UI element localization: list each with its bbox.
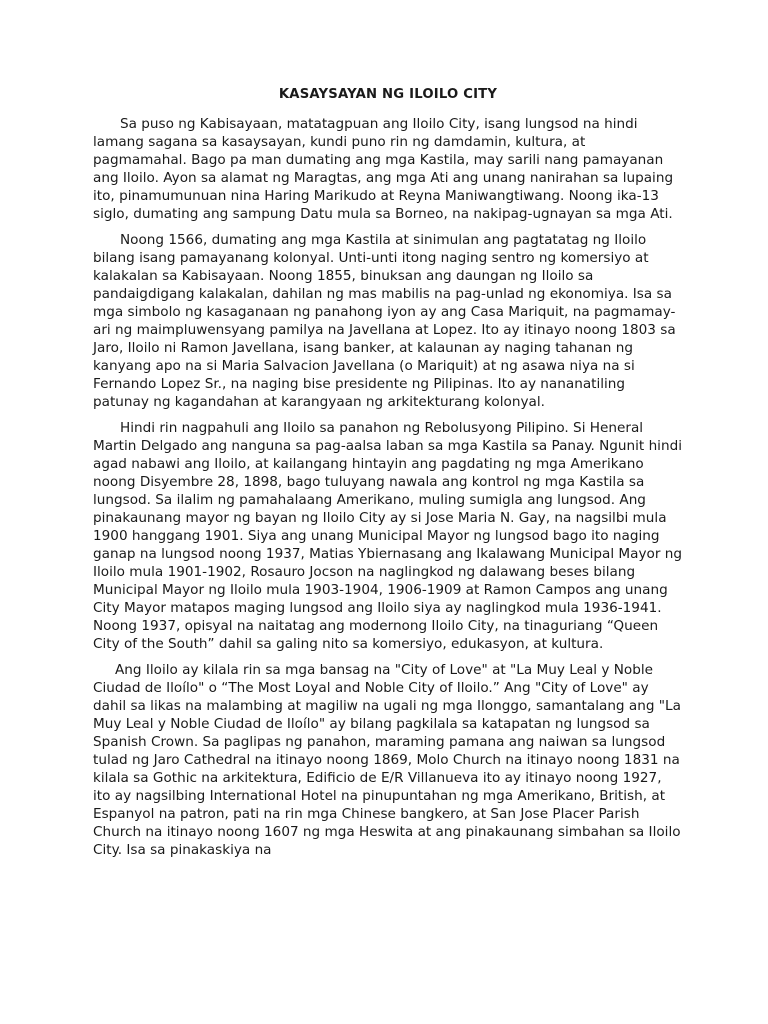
document-body [93,86,683,867]
paragraph: Hindi rin nagpahuli ang Iloilo sa panahon ng Rebolusyong Pilipino. Si Heneral Martin Delgado ang nanguna sa pag-aalsa laban sa mga Kastila sa Panay. Ngunit hindi agad nabawi ang Iloilo, at kailangang hintayin ang pagdating ng mga Amerikano noong Disyembre 28, 1898, bago tuluyang nawala ang kontrol ng mga Kastila sa lungsod. Sa ilalim ng pamahalaang Amerikano, muling sumigla ang lungsod. Ang pinakaunang mayor ng bayan ng Iloilo City ay si Jose Maria N. Gay, na nagsilbi mula 1900 hanggang 1901. Siya ang unang Municipal Mayor ng lungsod bago ito naging ganap na lungsod noong 1937, Matias Ybiernasang ang Ikalawang Municipal Mayor ng Iloilo mula 1901-1902, Rosauro Jocson na naglingkod ng dalawang beses bilang Municipal Mayor ng Iloilo mula 1903-1904, 1906-1909 at Ramon Campos ang unang City Mayor matapos maging lungsod ang Iloilo siya ay naglingkod mula 1936-1941. Noong 1937, opisyal na naitatag ang modernong Iloilo City, na tinaguriang “Queen City of the South” dahil sa galing nito sa komersiyo, edukasyon, at kultura. [93,420,683,652]
paragraph: Ang Iloilo ay kilala rin sa mga bansag na "City of Love" at "La Muy Leal y Noble Ciudad de Iloílo" o “The Most Loyal and Noble City of Iloilo.” Ang "City of Love" ay dahil sa likas na malambing at magiliw na ugali ng mga Ilonggo, samantalang ang "La Muy Leal y Noble Ciudad de Iloílo" ay bilang pagkilala sa katapatan ng lungsod sa Spanish Crown. Sa paglipas ng panahon, maraming pamana ang naiwan sa lungsod tulad ng Jaro Cathedral na itinayo noong 1869, Molo Church na itinayo noong 1831 na kilala sa Gothic na arkitektura, Edificio de E/R Villanueva ito ay itinayo noong 1927, ito ay nagsilbing International Hotel na pinupuntahan ng mga Amerikano, British, at Espanyol na patron, pati na rin mga Chinese bangkero, at San Jose Placer Parish Church na itinayo noong 1607 ng mga Heswita at ang pinakaunang simbahan sa Iloilo City. Isa sa pinakaskiya na [93,662,681,858]
paragraph: Noong 1566, dumating ang mga Kastila at sinimulan ang pagtatatag ng Iloilo bilang isang pamayanang kolonyal. Unti-unti itong naging sentro ng komersiyo at kalakalan sa Kabisayaan. Noong 1855, binuksan ang daungan ng Iloilo sa pandaigdigang kalakalan, dahilan ng mas mabilis na pag-unlad ng ekonomiya. Isa sa mga simbolo ng kasaganaan ng panahong iyon ay ang Casa Mariquit, na pagmamay-ari ng maimpluwensyang pamilya na Javellana at Lopez. Ito ay itinayo noong 1803 sa Jaro, Iloilo ni Ramon Javellana, isang banker, at kalaunan ay naging tahanan ng kanyang apo na si Maria Salvacion Javellana (o Mariquit) at ng asawa niya na si Fernando Lopez Sr., na naging bise presidente ng Pilipinas. Ito ay nananatiling patunay ng kagandahan at karangyaan ng arkitekturang kolonyal. [93,232,676,410]
paragraph: Sa puso ng Kabisayaan, matatagpuan ang Iloilo City, isang lungsod na hindi lamang sagana sa kasaysayan, kundi puno rin ng damdamin, kultura, at pagmamahal. Bago pa man dumating ang mga Kastila, may sarili nang pamayanan ang Iloilo. Ayon sa alamat ng Maragtas, ang mga Ati ang unang nanirahan sa lupaing ito, pinamumunuan nina Haring Marikudo at Reyna Maniwangtiwang. Noong ika-13 siglo, dumating ang sampung Datu mula sa Borneo, na nakipag-ugnayan sa mga Ati. [93,116,674,222]
document-title: KASAYSAYAN NG ILOILO CITY [278,87,498,102]
